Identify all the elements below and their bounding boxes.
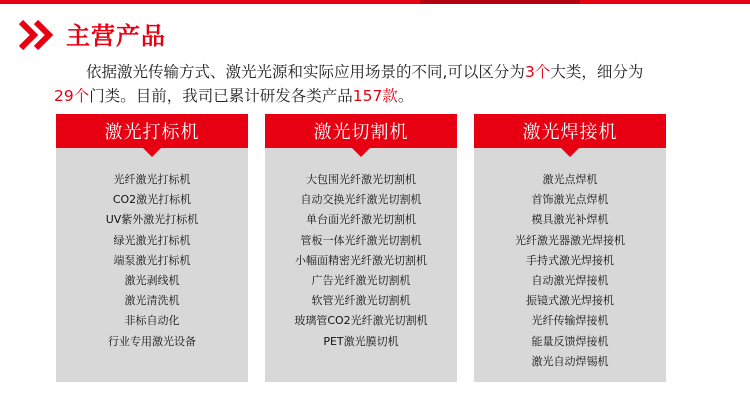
product-list xyxy=(56,170,248,352)
category-title: 激光焊接机 xyxy=(522,122,618,143)
product-item: 自动交换光纤激光切割机 xyxy=(300,193,422,207)
category-header xyxy=(474,114,666,148)
page-title: 主营产品 xyxy=(66,22,166,50)
product-item: 自动激光焊接机 xyxy=(531,274,609,288)
product-item: 手持式激光焊接机 xyxy=(526,253,614,267)
product-item: 模具激光补焊机 xyxy=(531,213,609,227)
product-item: 广告光纤激光切割机 xyxy=(311,274,411,288)
product-item: 绿光激光打标机 xyxy=(113,233,191,247)
product-item: 光纤激光器激光焊接机 xyxy=(515,233,625,247)
product-item: 单台面光纤激光切割机 xyxy=(306,213,416,227)
product-list xyxy=(265,170,457,352)
product-item: 光纤传输焊接机 xyxy=(531,314,609,328)
product-item: 端泵激光打标机 xyxy=(113,253,191,267)
intro-text-1: 依据激光传输方式、激光光源和实际应用场景的不同,可以区分为 xyxy=(86,63,525,81)
intro-text-3: 门类。目前，我司已累计研发各类产品 xyxy=(89,87,353,105)
intro-text-4: 。 xyxy=(397,87,414,105)
product-item: 振镜式激光焊接机 xyxy=(526,294,614,308)
category-card-marking xyxy=(56,114,248,382)
product-list xyxy=(474,170,666,372)
top-accent-bar xyxy=(0,0,750,4)
intro-text-2: 大类，细分为 xyxy=(550,63,644,81)
product-item: 非标自动化 xyxy=(124,314,180,328)
intro-count-products: 157款 xyxy=(352,87,398,105)
product-item: UV紫外激光打标机 xyxy=(105,213,199,227)
category-title: 激光打标机 xyxy=(104,122,200,143)
product-item: 激光自动焊锡机 xyxy=(531,354,609,368)
intro-count-types: 29个 xyxy=(54,87,90,105)
category-title: 激光切割机 xyxy=(313,122,409,143)
product-item: 大包围光纤激光切割机 xyxy=(306,173,416,186)
product-item: PET激光膜切机 xyxy=(323,334,399,348)
intro-count-categories: 3个 xyxy=(524,63,551,81)
product-item: 行业专用激光设备 xyxy=(108,334,196,348)
category-header xyxy=(56,114,248,148)
product-item: 能量反馈焊接机 xyxy=(531,334,609,348)
double-chevron-right-icon xyxy=(18,20,58,50)
product-item: 激光点焊机 xyxy=(542,173,598,186)
product-item: 首饰激光点焊机 xyxy=(531,193,609,207)
product-item: CO2激光打标机 xyxy=(112,193,192,207)
category-header xyxy=(265,114,457,148)
top-accent-notch xyxy=(420,0,580,4)
product-item: 玻璃管CO2光纤激光切割机 xyxy=(294,314,428,328)
category-card-cutting xyxy=(265,114,457,382)
category-card-welding xyxy=(474,114,666,382)
intro-paragraph xyxy=(54,60,704,108)
product-item: 软管光纤激光切割机 xyxy=(311,294,411,308)
product-item: 小幅面精密光纤激光切割机 xyxy=(295,253,427,267)
product-item: 激光清洗机 xyxy=(124,294,180,308)
product-item: 激光剥线机 xyxy=(124,274,180,288)
product-item: 光纤激光打标机 xyxy=(113,173,191,186)
product-item: 管板一体光纤激光切割机 xyxy=(300,233,422,247)
